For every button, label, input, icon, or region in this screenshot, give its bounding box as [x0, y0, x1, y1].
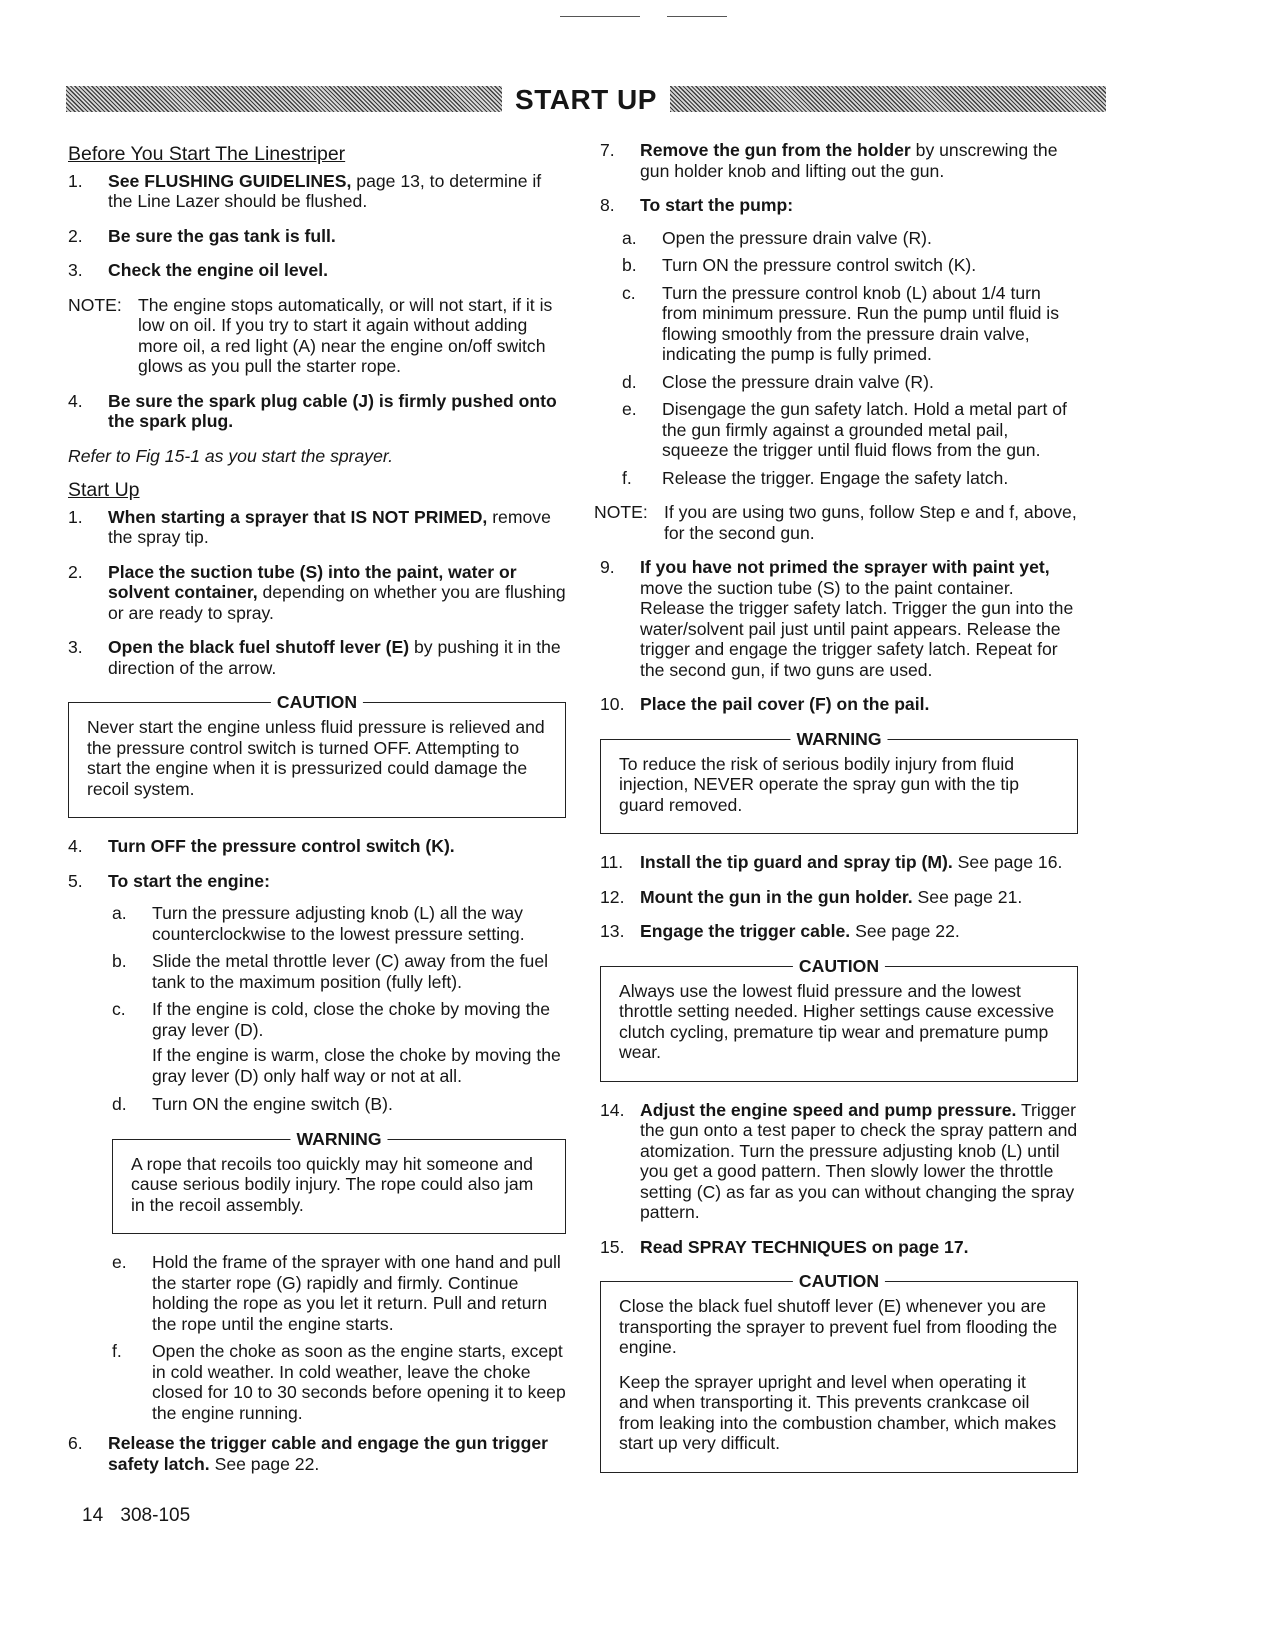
substep-text: Slide the metal throttle lever (C) away from the fuel tank to the maximum position (fully left). [152, 951, 549, 992]
substep-text: Turn the pressure adjusting knob (L) all the way counterclockwise to the lowest pressure setting. [152, 903, 525, 944]
warning-heading: WARNING [790, 728, 887, 750]
step-4-spark-plug [68, 391, 566, 432]
step-text: page 13, to determine if the Line Lazer should be flushed. [108, 170, 542, 211]
step-text: See page 16. [952, 852, 1063, 872]
startup-step-6 [68, 1433, 566, 1474]
substep-text: Close the pressure drain valve (R). [662, 371, 934, 392]
caution-text: Never start the engine unless fluid pressure is relieved and the pressure control switch is turned OFF. Attempting to start the engine when it is pressurized could damage the recoil system. [87, 717, 545, 799]
step-text: remove the spray tip. [108, 506, 551, 547]
step-15-techniques [600, 1237, 1078, 1258]
step-text: move the suction tube (S) to the paint container. Release the trigger safety latch. Trigger the gun into the water/solvent pail just until paint appears. Release the trigger and engage the trigger safety latch. Repeat for the second gun, if two guns are used. [640, 577, 1074, 680]
document-number: 308-105 [120, 1505, 191, 1526]
caution-box-recoil [68, 692, 566, 818]
caution-text: Always use the lowest fluid pressure and the lowest throttle setting needed. Higher settings cause excessive clutch cycling, premature tip wear and premature pump wear. [619, 980, 1055, 1062]
note-oil [68, 295, 566, 377]
step-12-mount-gun [600, 887, 1078, 908]
caution-box-transport [600, 1271, 1078, 1473]
substep-text: Turn ON the pressure control switch (K). [662, 255, 977, 275]
top-rule-left [560, 16, 640, 17]
step-bold: Install the tip guard and spray tip (M). [640, 852, 953, 872]
step-number: 4. [68, 836, 83, 856]
caution-heading: CAUTION [793, 1270, 885, 1292]
pump-substep-a [622, 228, 1078, 249]
substep-letter: f. [112, 1341, 122, 1361]
note-two-guns [594, 502, 1078, 543]
pump-substep-f [622, 468, 1078, 489]
warning-text: To reduce the risk of serious bodily injury from fluid injection, NEVER operate the spray gun with the tip guard removed. [619, 753, 1019, 815]
substep-text: Open the choke as soon as the engine starts, except in cold weather. In cold weather, leave the choke closed for 10 to 30 seconds before opening it to keep the engine running. [152, 1341, 566, 1423]
note-text: If you are using two guns, follow Step e and f, above, for the second gun. [664, 502, 1077, 543]
substep-c [112, 999, 566, 1040]
step-number: 4. [68, 390, 83, 411]
substep-letter: e. [112, 1252, 127, 1272]
substep-c-warm: If the engine is warm, close the choke by moving the gray lever (D) only half way or not at all. [152, 1045, 561, 1086]
substep-letter: d. [622, 371, 637, 392]
step-number: 1. [68, 506, 83, 527]
note-label: NOTE: [68, 294, 122, 315]
caution-box-pressure [600, 955, 1078, 1082]
step-11-tip-guard [600, 852, 1078, 873]
step-bold: Engage the trigger cable. [640, 921, 851, 941]
substep-text: Disengage the gun safety latch. Hold a metal part of the gun firmly against a grounded metal pail, squeeze the trigger until fluid flows from the gun. [662, 399, 1067, 460]
startup-step-3 [68, 637, 566, 678]
step-bold: Remove the gun from the holder [640, 140, 911, 160]
step-text: Trigger the gun onto a test paper to check the spray pattern and atomization. Turn the pressure adjusting knob (L) until you get a good pattern. Then slowly lower the throttle setting (C) as far as you can without changing the spray pattern. [640, 1099, 1078, 1222]
startup-step-4 [68, 836, 566, 857]
right-column [594, 140, 1078, 1491]
section-heading-before-start: Before You Start The Linestriper [68, 143, 346, 165]
warning-heading: WARNING [290, 1128, 387, 1150]
step-bold: Place the pail cover (F) on the pail. [640, 694, 930, 714]
step-13-trigger-cable [600, 921, 1078, 942]
caution-heading: CAUTION [271, 691, 363, 713]
substep-text: If the engine is cold, close the choke by moving the gray lever (D). [152, 999, 551, 1040]
step-number: 8. [600, 195, 615, 215]
step-3-oil-level [68, 260, 566, 281]
pump-substep-d [622, 372, 1078, 393]
step-9-prime-paint [600, 557, 1078, 680]
step-7-remove-gun [600, 140, 1078, 181]
warning-text: A rope that recoils too quickly may hit someone and cause serious bodily injury. The rope could also jam in the recoil assembly. [131, 1153, 534, 1215]
warning-box-injection [600, 728, 1078, 835]
pump-substep-b [622, 255, 1078, 276]
page-footer [82, 1505, 202, 1527]
substep-b [112, 951, 566, 992]
step-text: See page 22. [850, 921, 960, 941]
step-number: 11. [600, 852, 624, 872]
note-label: NOTE: [594, 502, 648, 522]
substep-text: Hold the frame of the sprayer with one hand and pull the starter rope (G) rapidly and firmly. Continue holding the rope as you let it return. Pull and return the rope until the engine starts. [152, 1252, 561, 1334]
step-bold: Place the suction tube (S) into the paint, water or solvent container, [108, 561, 517, 602]
step-number: 2. [68, 225, 83, 246]
step-bold: To start the pump: [640, 195, 794, 215]
substep-text: Turn ON the engine switch (B). [152, 1094, 393, 1114]
substep-letter: f. [622, 467, 632, 488]
step-number: 13. [600, 921, 625, 941]
substep-letter: a. [622, 227, 637, 248]
page-number: 14 [82, 1505, 104, 1526]
banner-hatch-right [670, 86, 1106, 112]
page-title: START UP [515, 84, 657, 115]
substep-e [112, 1252, 566, 1334]
substep-text: Release the trigger. Engage the safety latch. [662, 467, 1009, 488]
note-text: The engine stops automatically, or will not start, if it is low on oil. If you try to start it again without adding more oil, a red light (A) near the engine on/off switch glows as you pull the starter rope. [138, 294, 553, 376]
step-bold: When starting a sprayer that IS NOT PRIMED, [108, 506, 488, 527]
step-number: 3. [68, 637, 83, 657]
step-text: See page 22. [209, 1453, 320, 1474]
step-number: 1. [68, 170, 83, 191]
banner-hatch-left [66, 86, 502, 112]
step-bold: Release the trigger cable and engage the gun trigger safety latch. [108, 1433, 548, 1474]
step-bold: To start the engine: [108, 870, 270, 891]
step-text: by unscrewing the gun holder knob and lifting out the gun. [640, 140, 1058, 181]
substep-letter: c. [622, 282, 636, 303]
startup-step-2 [68, 562, 566, 624]
step-bold: If you have not primed the sprayer with paint yet, [640, 557, 1050, 577]
step-10-pail-cover [600, 694, 1078, 715]
step-number: 3. [68, 260, 83, 280]
step-bold: Be sure the gas tank is full. [108, 225, 336, 246]
substep-d [112, 1094, 566, 1115]
pump-substep-e [622, 399, 1078, 461]
step-bold: Open the black fuel shutoff lever (E) [108, 637, 410, 657]
substep-letter: a. [112, 903, 127, 923]
step-bold: Mount the gun in the gun holder. [640, 886, 913, 907]
step-bold: Be sure the spark plug cable (J) is firmly pushed onto the spark plug. [108, 390, 557, 431]
step-number: 2. [68, 561, 83, 582]
step-number: 9. [600, 557, 615, 577]
step-bold: See FLUSHING GUIDELINES, [108, 170, 352, 191]
step-bold: Check the engine oil level. [108, 260, 328, 280]
step-number: 7. [600, 140, 615, 160]
section-banner [66, 82, 1106, 122]
substep-f [112, 1341, 566, 1423]
step-bold: Read SPRAY TECHNIQUES on page 17. [640, 1236, 969, 1257]
step-text: by pushing it in the direction of the arrow. [108, 637, 561, 678]
caution-text-fuel: Close the black fuel shutoff lever (E) whenever you are transporting the sprayer to prevent fuel from flooding the engine. [619, 1296, 1058, 1357]
step-1-flushing [68, 171, 566, 212]
substep-letter: d. [112, 1094, 127, 1114]
substep-letter: c. [112, 999, 126, 1019]
step-14-adjust [600, 1100, 1078, 1223]
substep-letter: b. [622, 255, 637, 275]
step-number: 12. [600, 886, 625, 907]
step-text: depending on whether you are flushing or are ready to spray. [108, 582, 566, 623]
caution-text-upright: Keep the sprayer upright and level when operating it and when transporting it. This prevents crankcase oil from leaking into the combustion chamber, which makes start up very difficult. [619, 1371, 1057, 1453]
substep-text: Open the pressure drain valve (R). [662, 227, 932, 248]
step-number: 6. [68, 1433, 83, 1453]
step-8-start-pump [600, 195, 1078, 216]
step-number: 10. [600, 694, 625, 714]
left-column [68, 140, 566, 1488]
figure-reference: Refer to Fig 15-1 as you start the sprayer. [68, 445, 393, 466]
startup-step-5 [68, 871, 566, 892]
substep-a [112, 903, 566, 944]
step-number: 15. [600, 1236, 625, 1257]
warning-box-rope [112, 1128, 566, 1235]
step-2-gas-tank [68, 226, 566, 247]
step-bold: Turn OFF the pressure control switch (K). [108, 836, 455, 856]
substep-text: Turn the pressure control knob (L) about 1/4 turn from minimum pressure. Run the pump until fluid is flowing smoothly from the pressure drain valve, indicating the pump is fully primed. [662, 282, 1059, 364]
step-text: See page 21. [912, 886, 1023, 907]
startup-step-1 [68, 507, 566, 548]
step-number: 5. [68, 870, 83, 891]
caution-heading: CAUTION [793, 955, 885, 977]
substep-letter: e. [622, 399, 637, 419]
step-bold: Adjust the engine speed and pump pressure. [640, 1099, 1017, 1120]
top-rule-right [667, 16, 727, 17]
section-heading-start-up: Start Up [68, 479, 140, 501]
pump-substep-c [622, 283, 1078, 365]
substep-letter: b. [112, 951, 127, 971]
step-number: 14. [600, 1099, 625, 1120]
